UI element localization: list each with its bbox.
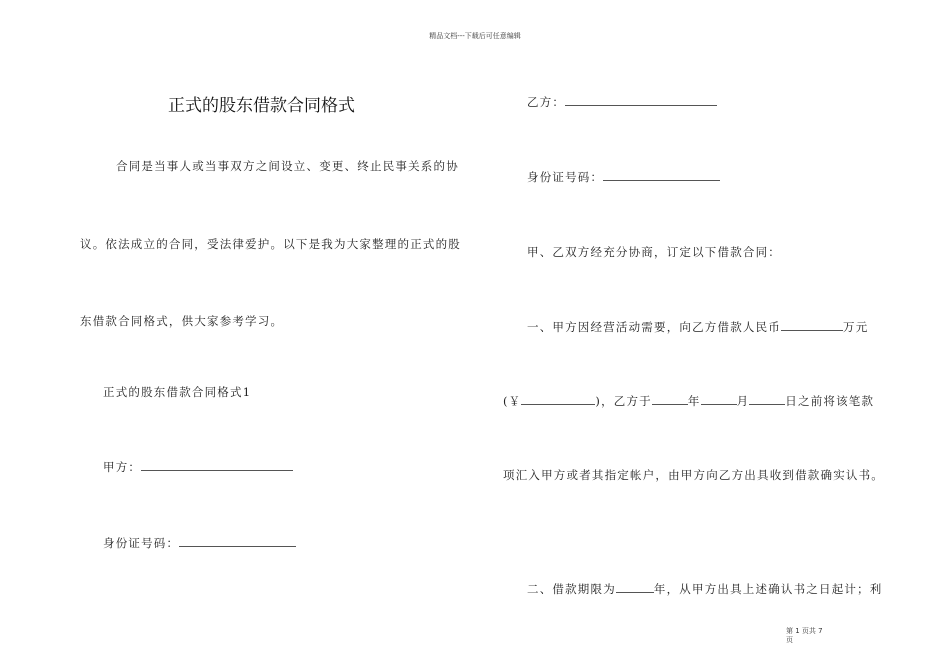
month-blank bbox=[701, 394, 737, 405]
party-b-blank bbox=[565, 95, 717, 106]
clause-1-line-2 bbox=[503, 393, 874, 409]
party-b-id-blank bbox=[603, 170, 720, 181]
loan-amount-blank bbox=[781, 320, 843, 331]
clause-1-month: 月 bbox=[736, 394, 750, 408]
party-a-id-label: 身份证号码： bbox=[103, 536, 180, 550]
intro-line-3: 东借款合同格式，供大家参考学习。 bbox=[80, 314, 284, 328]
party-b-label: 乙方： bbox=[527, 95, 566, 109]
party-b-id-label: 身份证号码： bbox=[527, 170, 604, 184]
party-a-id-row bbox=[103, 535, 296, 551]
agreement-line: 甲、乙双方经充分协商，订定以下借款合同： bbox=[527, 245, 781, 259]
clause-1-text-e: 日之前将该笔款 bbox=[785, 394, 875, 408]
clause-2-text-a: 二、借款期限为 bbox=[527, 582, 616, 596]
loan-term-blank bbox=[616, 582, 654, 593]
year-blank bbox=[652, 394, 688, 405]
page-footer bbox=[786, 627, 823, 645]
party-a-label: 甲方： bbox=[103, 460, 142, 474]
page-header: 精品文档---下载后可任意编辑 bbox=[429, 32, 521, 40]
clause-2-text-b: 年，从甲方出具上述确认书之日起计；利 bbox=[653, 582, 883, 596]
clause-1-unit: 万元 bbox=[843, 320, 869, 334]
section-heading-1: 正式的股东借款合同格式1 bbox=[103, 385, 252, 399]
party-a-row bbox=[103, 459, 293, 475]
clause-1-text-d: )，乙方于 bbox=[595, 394, 652, 408]
party-b-id-row bbox=[527, 169, 720, 185]
intro-line-1: 合同是当事人或当事双方之间设立、变更、终止民事关系的协 bbox=[116, 159, 459, 173]
party-a-blank bbox=[141, 460, 293, 471]
clause-1-line-1 bbox=[527, 319, 868, 335]
party-a-id-blank bbox=[179, 536, 296, 547]
party-b-row bbox=[527, 94, 717, 110]
day-blank bbox=[749, 394, 785, 405]
page-number-line-2: 页 bbox=[786, 636, 793, 644]
clause-1-yen: (￥ bbox=[503, 394, 522, 408]
clause-1-year: 年 bbox=[687, 394, 701, 408]
clause-2-line-1 bbox=[527, 581, 883, 597]
clause-1-text-a: 一、甲方因经营活动需要，向乙方借款人民币 bbox=[527, 320, 781, 334]
document-title: 正式的股东借款合同格式 bbox=[168, 96, 355, 116]
intro-line-2: 议。依法成立的合同，受法律爱护。以下是我为大家整理的正式的股 bbox=[80, 237, 461, 251]
page-number-line-1: 第 1 页共 7 bbox=[786, 627, 823, 635]
clause-1-line-3: 项汇入甲方或者其指定帐户，由甲方向乙方出具收到借款确实认书。 bbox=[503, 468, 884, 482]
yen-amount-blank bbox=[521, 394, 595, 405]
